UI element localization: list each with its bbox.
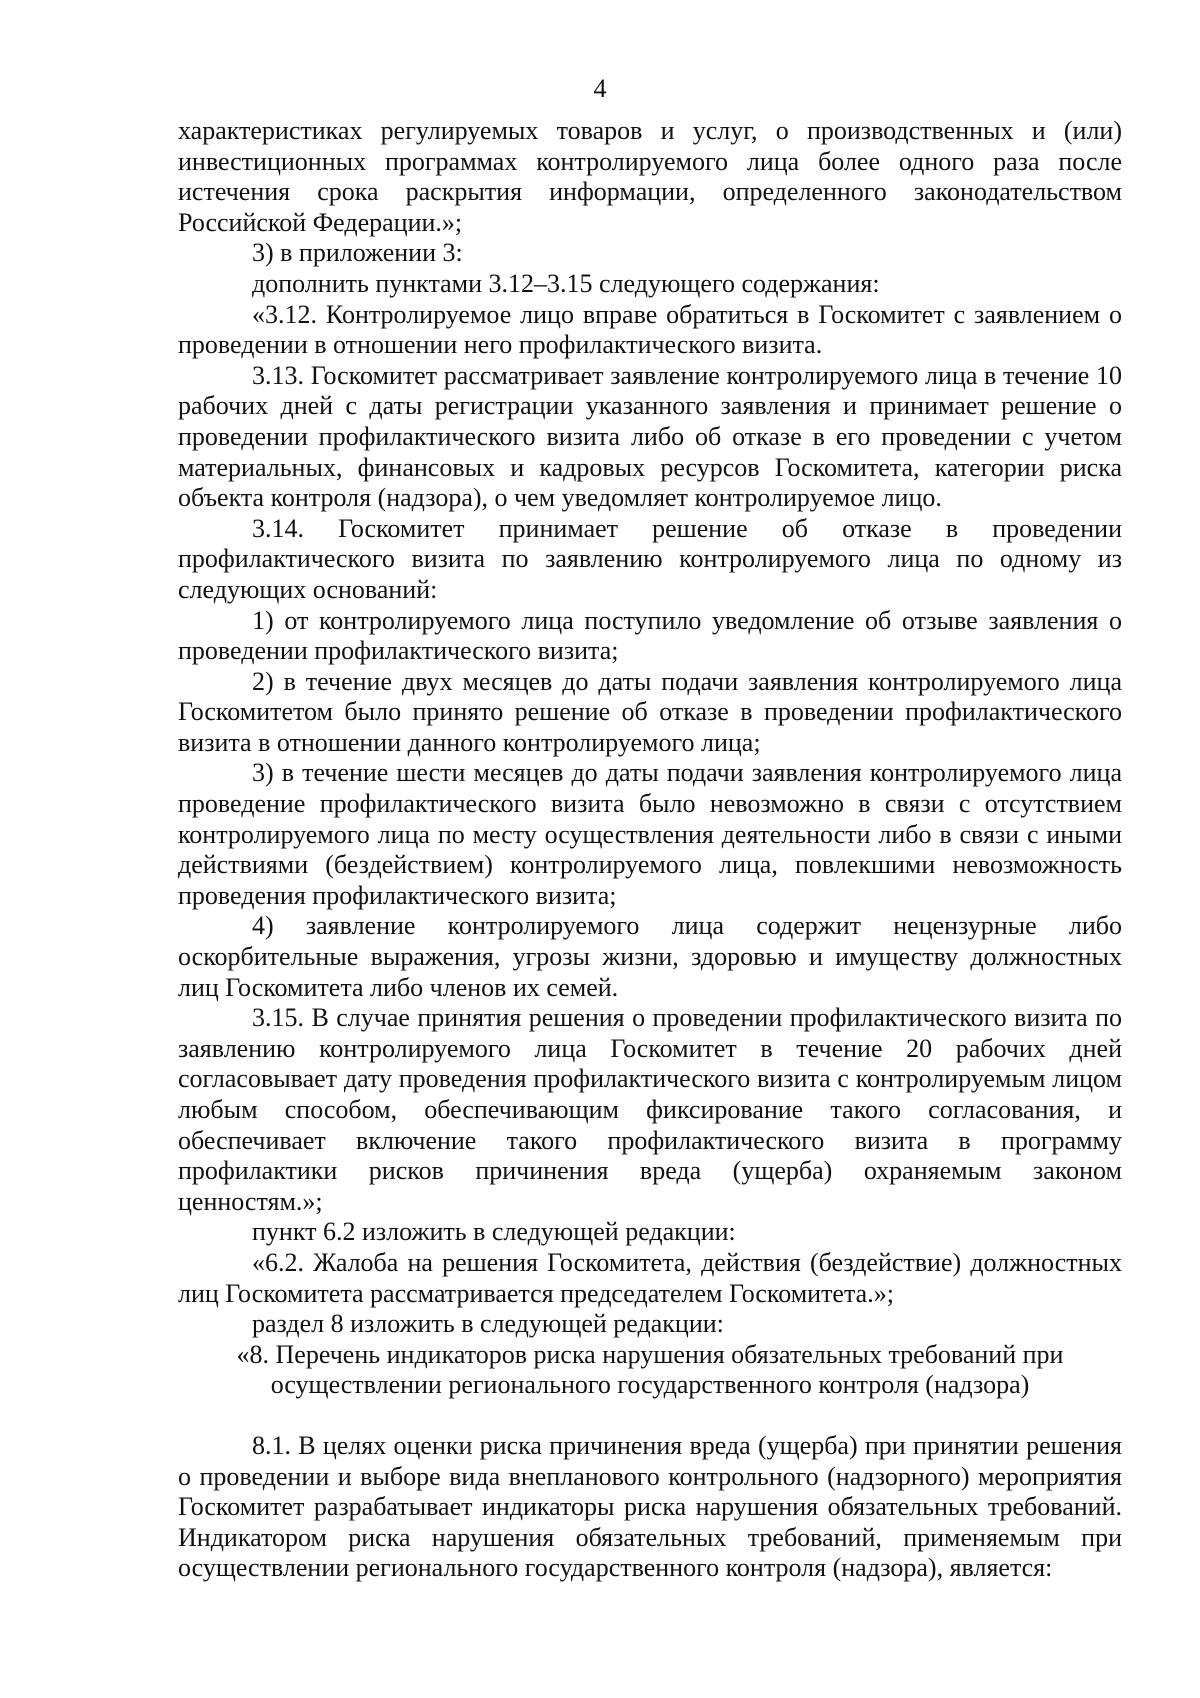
page-number: 4 [593,74,607,103]
paragraph-3-13: 3.13. Госкомитет рассматривает заявление контролируемого лица в течение 10 рабочих дней с даты регистрации указанного заявления и принимает решение о проведении профилактического визита либо об отказе в его проведении с учетом материальных, финансовых и кадровых ресурсов Госкомитета, категории риска объекта контроля (надзора), о чем уведомляет контролируемое лицо. [178,360,1122,513]
paragraph-3-14: 3.14. Госкомитет принимает решение об отказе в проведении профилактического визита по заявлению контролируемого лица по одному из следующих оснований: [178,513,1122,604]
section-8-heading: «8. Перечень индикаторов риска нарушения обязательных требований при осуществлении регионального государственного контроля (надзора) [236,1339,1064,1400]
paragraph-8-1: 8.1. В целях оценки риска причинения вреда (ущерба) при принятии решения о проведении и выборе вида внепланового контрольного (надзорного) мероприятия Госкомитет разрабатывает индикаторы риска нарушения обязательных требований. Индикатором риска нарушения обязательных требований, применяемым при осуществлении регионального государственного контроля (надзора), является: [178,1430,1122,1583]
paragraph-appendix-3: 3) в приложении 3: [252,238,463,268]
paragraph-3-15: 3.15. В случае принятия решения о проведении профилактического визита по заявлению контролируемого лица Госкомитет в течение 20 рабочих дней согласовывает дату проведения профилактического визита с контролируемым лицом любым способом, обеспечивающим фиксирование такого согласования, и обеспечивает включение такого профилактического визита в программу профилактики рисков причинения вреда (ущерба) охраняемым законом ценностям.»; [178,1003,1122,1216]
paragraph-point-6-2: пункт 6.2 изложить в следующей редакции: [252,1217,736,1247]
blank-line [178,1401,1122,1431]
paragraph-6-2: «6.2. Жалоба на решения Госкомитета, действия (бездействие) должностных лиц Госкомитета рассматривается председателем Госкомитета.»; [178,1247,1122,1308]
paragraph-3-14-item-1: 1) от контролируемого лица поступило уведомление об отзыве заявления о проведении профилактического визита; [178,605,1122,666]
paragraph-add-points: дополнить пунктами 3.12–3.15 следующего содержания: [252,268,880,298]
paragraph-3-14-item-3: 3) в течение шести месяцев до даты подачи заявления контролируемого лица проведение профилактического визита было невозможно в связи с отсутствием контролируемого лица по месту осуществления деятельности либо в связи с иными действиями (бездействием) контролируемого лица, повлекшими невозможность проведения профилактического визита; [178,758,1122,910]
paragraph-continuation: характеристиках регулируемых товаров и услуг, о производственных и (или) инвестиционных программах контролируемого лица более одного раза после истечения срока раскрытия информации, определенного законодательством Российской Федерации.»; [178,116,1122,237]
paragraph-3-14-item-2: 2) в течение двух месяцев до даты подачи заявления контролируемого лица Госкомитетом было принято решение об отказе в проведении профилактического визита в отношении данного контролируемого лица; [178,666,1122,757]
paragraph-3-12: «3.12. Контролируемое лицо вправе обратиться в Госкомитет с заявлением о проведении в отношении него профилактического визита. [178,299,1122,360]
paragraph-section-8: раздел 8 изложить в следующей редакции: [252,1309,724,1339]
paragraph-3-14-item-4: 4) заявление контролируемого лица содержит нецензурные либо оскорбительные выражения, угрозы жизни, здоровью и имуществу должностных лиц Госкомитета либо членов их семей. [178,911,1122,1002]
document-body [178,116,1122,1584]
